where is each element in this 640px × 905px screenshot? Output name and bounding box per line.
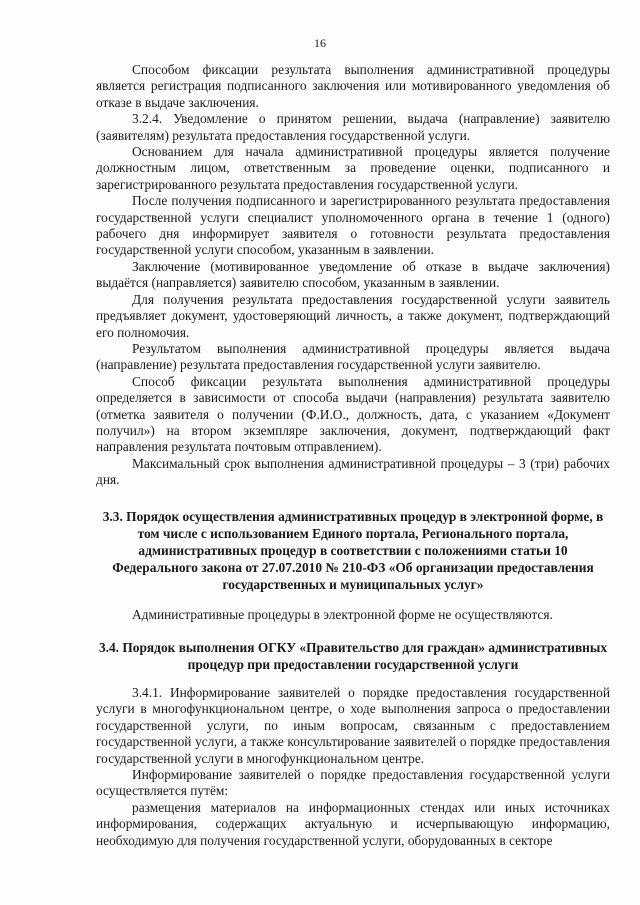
paragraph-electronic-form: Административные процедуры в электронной форме не осуществляются. [132, 606, 553, 622]
heading-section-3-3: 3.3. Порядок осуществления административных процедур в электронной форме, в том числе с использованием Единого портала, Регионального портала, административных процедур в соответствии с положениями статьи 10 Федерального закона от 27.07.2010 № 210-ФЗ «Об организации предоставления государственных и муниципальных услуг» [102, 508, 604, 592]
paragraph-after-receipt: После получения подписанного и зарегистрированного результата предоставления государственной услуги специалист уполномоченного органа в течение 1 (одного) рабочего дня информирует заявителя о готовности результата предоставления государственной услуги способом, указанным в заявлении. [96, 193, 610, 258]
paragraph-procedure-basis: Основанием для начала административной процедуры является получение должностным лицом, ответственным за проведение оценки, подписанного и зарегистрированного результата предоставления государственной услуги. [96, 144, 610, 192]
page-content [96, 62, 610, 849]
paragraph-max-duration: Максимальный срок выполнения административной процедуры – 3 (три) рабочих дня. [96, 455, 610, 488]
paragraph-procedure-result: Результатом выполнения административной процедуры является выдача (направление) результата предоставления государственной услуги заявителю. [96, 340, 610, 373]
paragraph-3-2-4: 3.2.4. Уведомление о принятом решении, выдача (направление) заявителю (заявителям) результата предоставления государственной услуги. [96, 111, 610, 143]
heading-section-3-4: 3.4. Порядок выполнения ОГКУ «Правительство для граждан» административных процедур при предоставлении государственной услуги [98, 639, 608, 672]
paragraph-fixation-determined: Способ фиксации результата выполнения административной процедуры определяется в зависимости от способа выдачи (направления) результата заявителю (отметка заявителя о получении (Ф.И.О., должность, дата, с указанием «Документ получил») на втором экземпляре заключения, документ, подтверждающий факт направления результата почтовым отправлением). [96, 373, 610, 455]
paragraph-3-4-1: 3.4.1. Информирование заявителей о порядке предоставления государственной услуги в многофункциональном центре, о ходе выполнения запроса о предоставлении государственной услуги, по иным вопросам, связанным с предоставлением государственной услуги, а также консультирование заявителей о порядке предоставления государственной услуги в многофункциональном центре. [96, 684, 610, 766]
paragraph-informing-way: Информирование заявителей о порядке предоставления государственной услуги осуществляется путём: [96, 767, 610, 799]
page-number: 16 [314, 36, 326, 50]
paragraph-fixation-method: Способом фиксации результата выполнения административной процедуры является регистрация подписанного заключения или мотивированного уведомления об отказе в выдаче заключения. [96, 62, 610, 110]
paragraph-applicant-documents: Для получения результата предоставления государственной услуги заявитель предъявляет документ, удостоверяющий личность, а также документ, подтверждающий его полномочия. [96, 291, 610, 340]
paragraph-materials-placement: размещения материалов на информационных стендах или иных источниках информирования, содержащих актуальную и исчерпывающую информацию, необходимую для получения государственной услуги, оборудованных в секторе [96, 799, 610, 848]
paragraph-conclusion-issued: Заключение (мотивированное уведомление об отказе в выдаче заключения) выдаётся (направляется) заявителю способом, указанным в заявлении. [96, 258, 610, 291]
